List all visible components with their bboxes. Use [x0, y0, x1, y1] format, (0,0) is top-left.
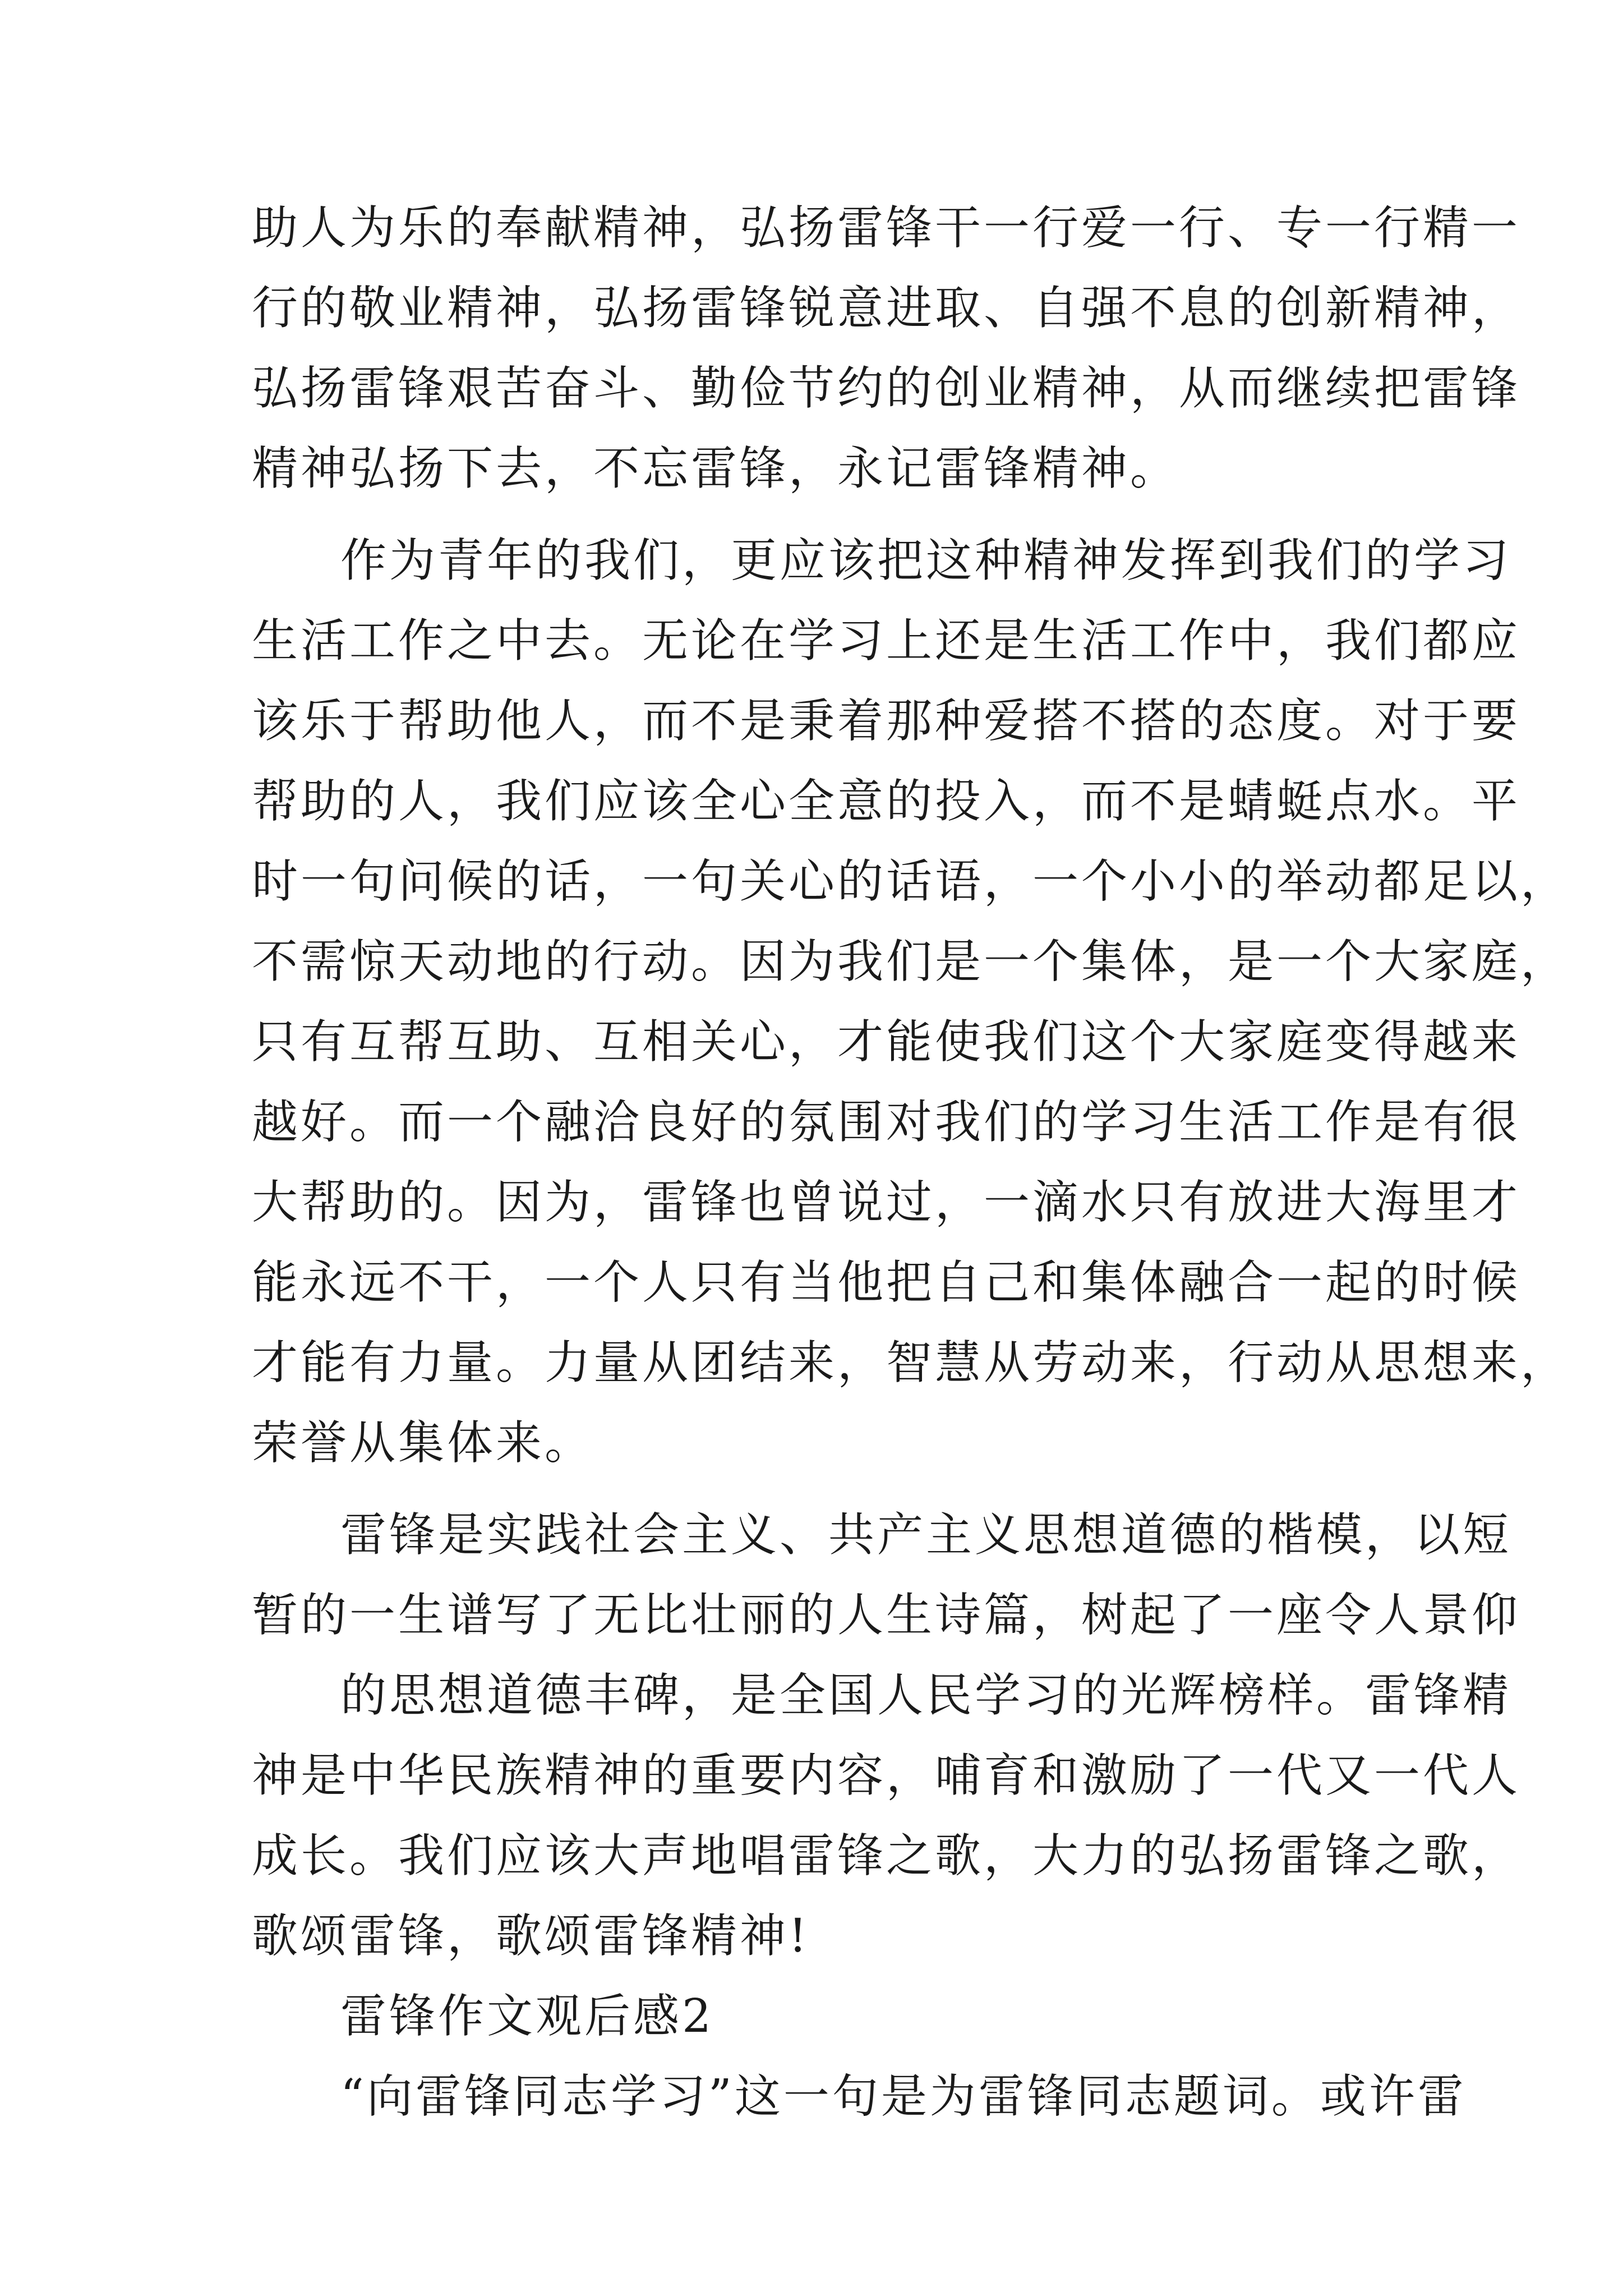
paragraph-line: 的思想道德丰碑，是全国人民学习的光辉榜样。雷锋精 [340, 1669, 1512, 1722]
paragraph-line: 歌颂雷锋，歌颂雷锋精神! [252, 1910, 810, 1963]
document-body [252, 188, 1570, 2137]
paragraph-line: 帮助的人，我们应该全心全意的投入，而不是蜻蜓点水。平 [252, 775, 1521, 828]
paragraph-line: 作为青年的我们，更应该把这种精神发挥到我们的学习 [340, 534, 1512, 587]
paragraph-line: 只有互帮互助、互相关心，才能使我们这个大家庭变得越来 [252, 1015, 1521, 1069]
paragraph-line: 时一句问候的话，一句关心的话语，一个小小的举动都足以， [252, 855, 1570, 908]
paragraph-line: 雷锋是实践社会主义、共产主义思想道德的楷模，以短 [340, 1508, 1512, 1562]
paragraph-line: 能永远不干，一个人只有当他把自己和集体融合一起的时候 [252, 1256, 1521, 1309]
paragraph-line: 荣誉从集体来。 [252, 1416, 594, 1470]
section-heading: 雷锋作文观后感2 [340, 1990, 714, 2043]
paragraph-line: 该乐于帮助他人，而不是秉着那种爱搭不搭的态度。对于要 [252, 694, 1521, 748]
paragraph-line: 不需惊天动地的行动。因为我们是一个集体，是一个大家庭， [252, 935, 1570, 988]
paragraph-line: 精神弘扬下去，不忘雷锋，永记雷锋精神。 [252, 442, 1179, 495]
paragraph-line: 暂的一生谱写了无比壮丽的人生诗篇，树起了一座令人景仰 [252, 1589, 1521, 1642]
paragraph-line: 才能有力量。力量从团结来，智慧从劳动来，行动从思想来， [252, 1336, 1570, 1389]
paragraph-line: 行的敬业精神，弘扬雷锋锐意进取、自强不息的创新精神， [252, 282, 1521, 335]
paragraph-line: 越好。而一个融洽良好的氛围对我们的学习生活工作是有很 [252, 1096, 1521, 1149]
paragraph-line: 大帮助的。因为，雷锋也曾说过，一滴水只有放进大海里才 [252, 1176, 1521, 1229]
paragraph-line: 生活工作之中去。无论在学习上还是生活工作中，我们都应 [252, 614, 1521, 668]
paragraph-line: “向雷锋同志学习”这一句是为雷锋同志题词。或许雷 [340, 2070, 1467, 2123]
paragraph-line: 助人为乐的奉献精神，弘扬雷锋干一行爱一行、专一行精一 [252, 201, 1521, 255]
paragraph-line: 神是中华民族精神的重要内容，哺育和激励了一代又一代人 [252, 1749, 1521, 1802]
paragraph-line: 成长。我们应该大声地唱雷锋之歌，大力的弘扬雷锋之歌， [252, 1829, 1521, 1883]
paragraph-line: 弘扬雷锋艰苦奋斗、勤俭节约的创业精神，从而继续把雷锋 [252, 362, 1521, 415]
